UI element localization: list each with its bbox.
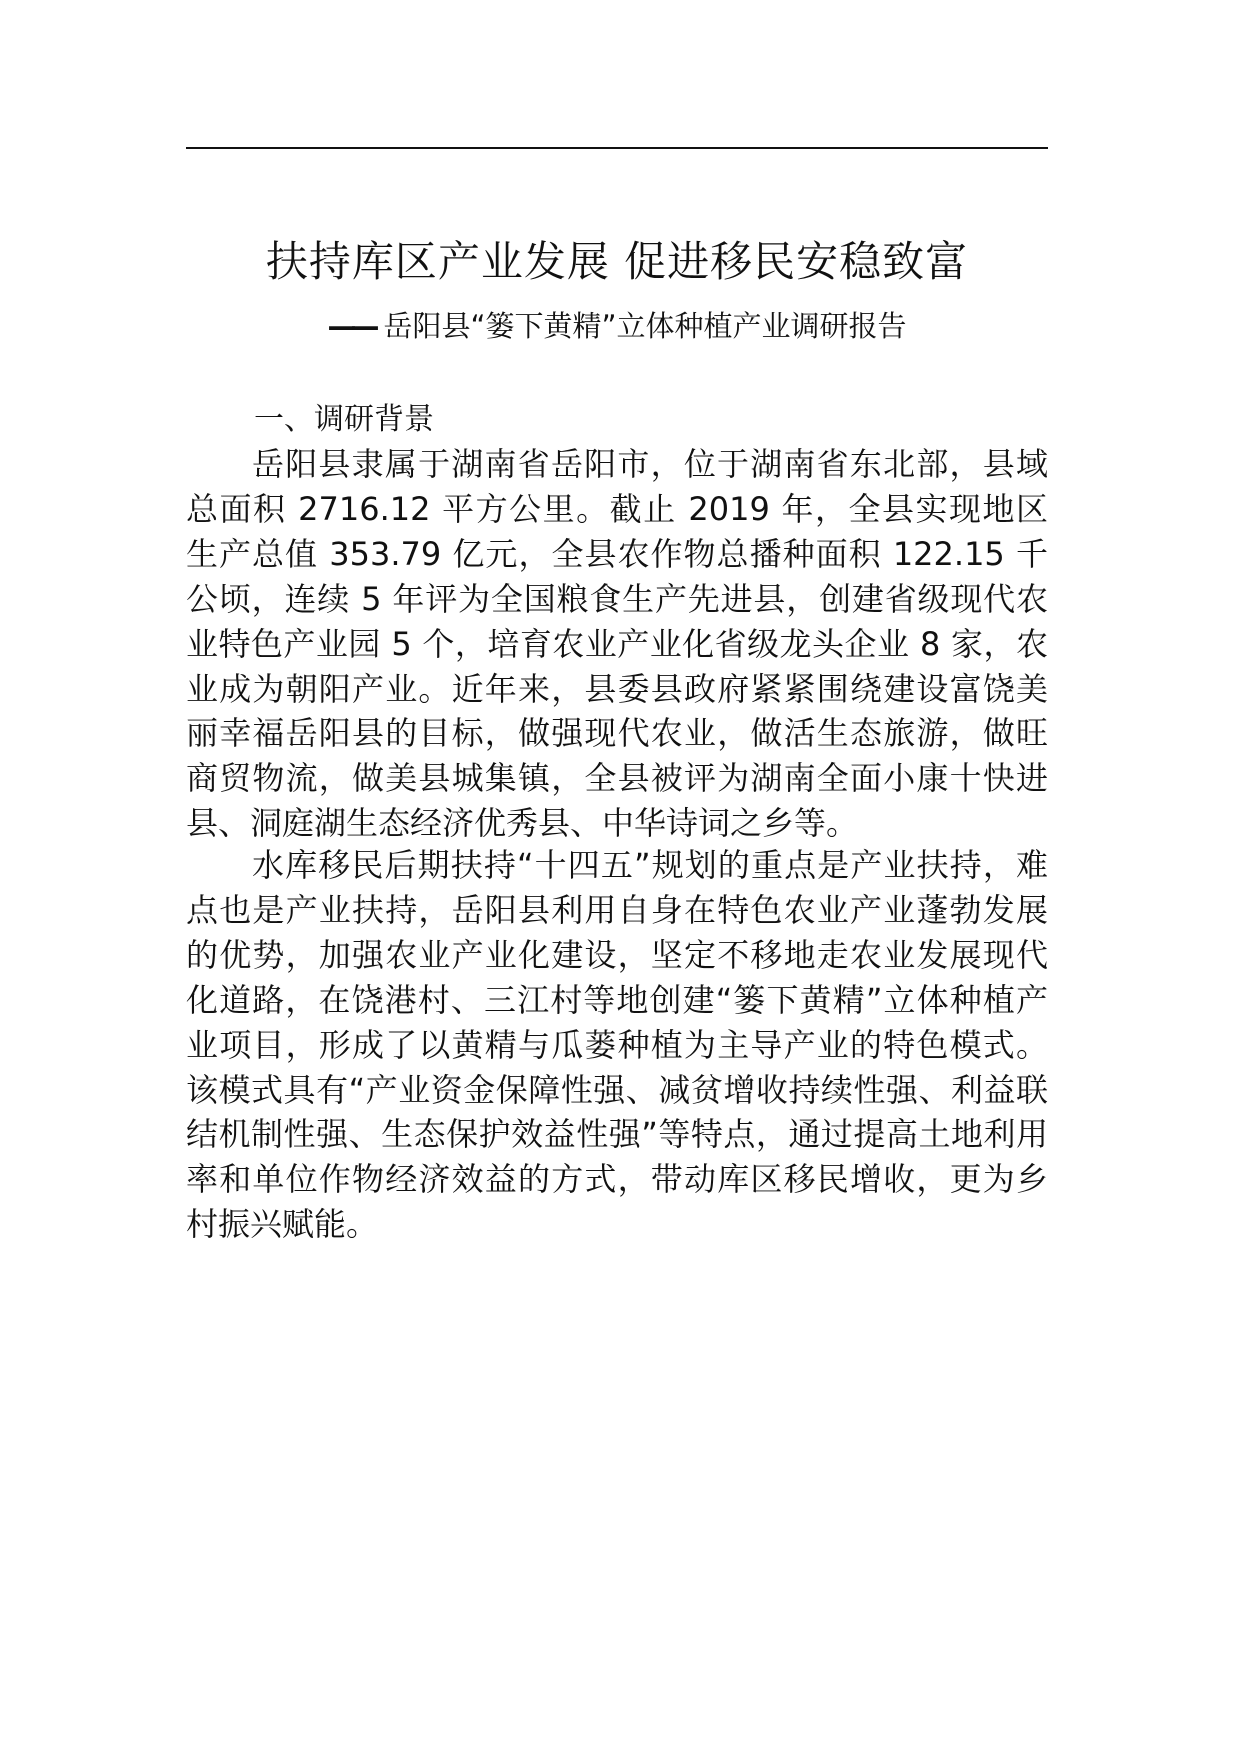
- document-title: 扶持库区产业发展 促进移民安稳致富: [265, 237, 969, 286]
- subtitle-dash: ——: [327, 309, 374, 343]
- document-subtitle: [186, 306, 1048, 346]
- subtitle-text: 岳阳县“篓下黄精”立体种植产业调研报告: [383, 309, 907, 343]
- section-heading: 一、调研背景: [254, 402, 434, 437]
- paragraph-2: 水库移民后期扶持“十四五”规划的重点是产业扶持，难点也是产业扶持，岳阳县利用自身在特色农业产业蓬勃发展的优势，加强农业产业化建设，坚定不移地走农业发展现代化道路，在饶港村、三江村等地创建“篓下黄精”立体种植产业项目，形成了以黄精与瓜蒌种植为主导产业的特色模式。该模式具有“产业资金保障性强、减贫增收持续性强、利益联结机制性强、生态保护效益性强”等特点，通过提高土地利用率和单位作物经济效益的方式，带动库区移民增收，更为乡村振兴赋能。: [186, 846, 1048, 1244]
- paragraph-1: 岳阳县隶属于湖南省岳阳市，位于湖南省东北部，县域总面积 2716.12 平方公里。截止 2019 年，全县实现地区生产总值 353.79 亿元，全县农作物总播种面积 122.15 千公顷，连续 5 年评为全国粮食生产先进县，创建省级现代农业特色产业园 5 个，培育农业产业化省级龙头企业 8 家，农业成为朝阳产业。近年来，县委县政府紧紧围绕建设富饶美丽幸福岳阳县的目标，做强现代农业，做活生态旅游，做旺商贸物流，做美县城集镇，全县被评为湖南全面小康十快进县、洞庭湖生态经济优秀县、中华诗词之乡等。: [186, 445, 1048, 843]
- header-rule: [186, 147, 1048, 149]
